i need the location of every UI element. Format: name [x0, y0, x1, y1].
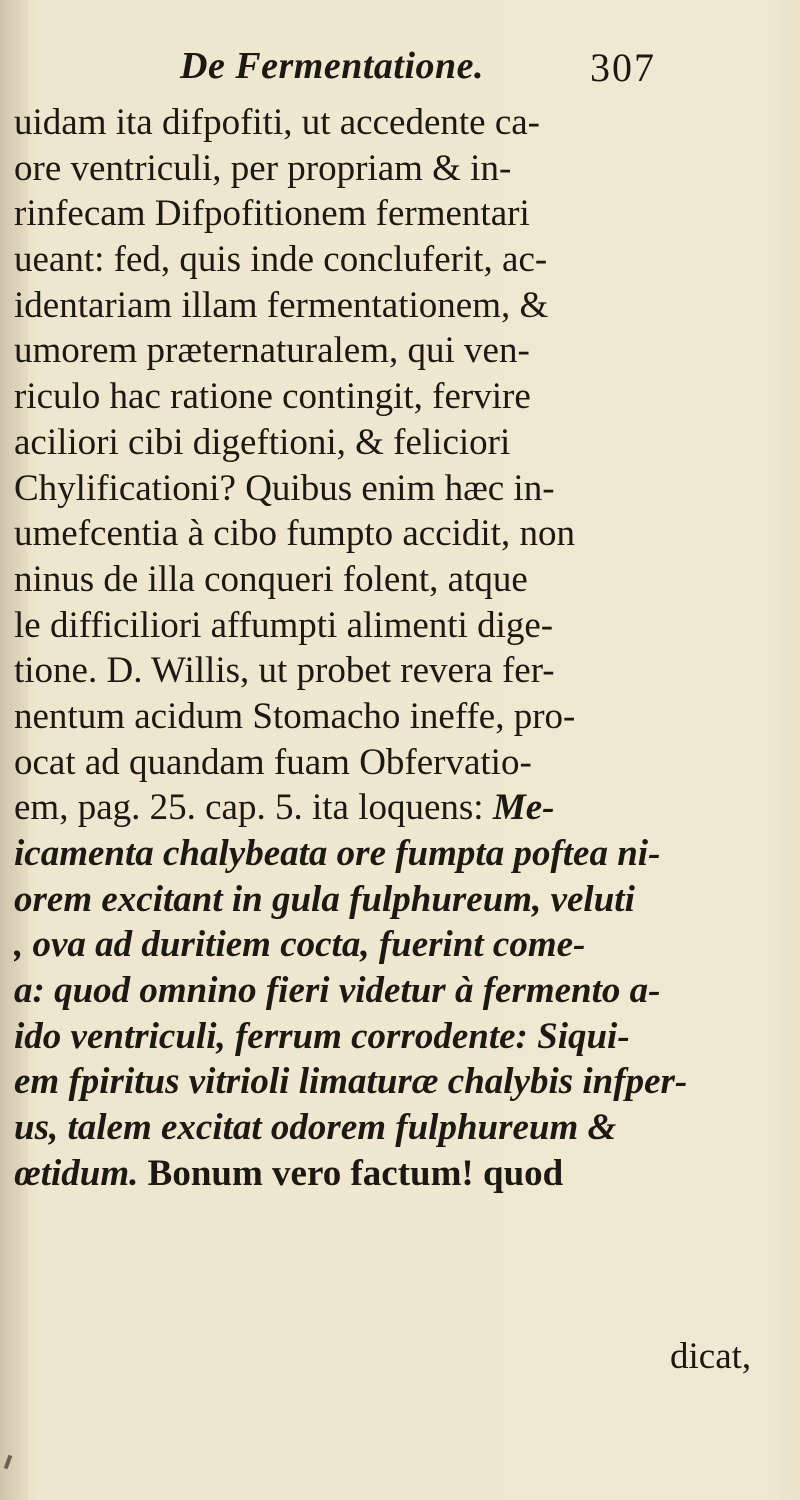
text-segment: uidam ita difpofiti, ut accedente ca- [14, 102, 540, 143]
text-line [14, 877, 774, 923]
text-line [14, 1059, 774, 1105]
text-segment: Bonum vero factum! quod [147, 1152, 564, 1194]
text-line [14, 603, 774, 649]
page-header [180, 44, 740, 100]
text-line [14, 694, 774, 740]
text-line [14, 146, 774, 192]
text-line [14, 511, 774, 557]
text-line [14, 831, 774, 877]
text-segment: ore ventriculi, per propriam & in- [14, 147, 512, 189]
text-line [14, 557, 774, 603]
text-segment: em fpiritus vitrioli limaturæ chalybis infper- [14, 1061, 688, 1103]
text-segment: ocat ad quandam fuam Obfervatio- [14, 741, 532, 783]
page-number: 307 [590, 45, 656, 90]
text-segment: Me- [492, 787, 555, 829]
text-segment: tione. D. Willis, ut probet revera fer- [14, 650, 555, 692]
text-line [14, 191, 774, 237]
text-line [14, 1014, 774, 1060]
text-segment: ueant: fed, quis inde concluferit, ac- [14, 239, 548, 281]
body-text [14, 100, 774, 1197]
text-line [14, 968, 774, 1014]
text-line [14, 466, 774, 512]
text-line [14, 420, 774, 466]
text-line [14, 283, 774, 329]
text-segment: em, pag. 25. cap. 5. ita loquens: [14, 787, 493, 829]
text-segment: œtidum. [14, 1152, 148, 1194]
text-segment: nentum acidum Stomacho ineffe, pro- [14, 695, 576, 737]
text-line [14, 785, 774, 831]
running-title: De Fermentatione. [180, 45, 485, 87]
text-segment: orem excitant in gula fulphureum, veluti [14, 878, 635, 920]
text-segment: riculo hac ratione contingit, fervire [14, 376, 531, 418]
text-segment: Chylificationi? Quibus enim hæc in- [14, 467, 555, 509]
text-line [14, 328, 774, 374]
text-segment: us, talem excitat odorem fulphureum & [14, 1107, 617, 1149]
text-segment: umefcentia à cibo fumpto accidit, non [14, 513, 575, 555]
text-segment: ido ventriculi, ferrum corrodente: Siqui- [14, 1015, 630, 1057]
text-line [14, 374, 774, 420]
text-line [14, 100, 774, 146]
text-line [14, 1151, 774, 1197]
text-line [14, 740, 774, 786]
text-segment: le difficiliori affumpti alimenti dige- [14, 604, 554, 646]
text-segment: icamenta chalybeata ore fumpta poftea ni- [14, 833, 661, 874]
text-segment: aciliori cibi digeftioni, & feliciori [14, 421, 511, 463]
text-line [14, 648, 774, 694]
text-segment: rinfecam Difpofitionem fermentari [14, 193, 530, 235]
text-segment: a: quod omnino fieri videtur à fermento a- [14, 970, 661, 1012]
text-line [14, 922, 774, 968]
text-line [14, 237, 774, 283]
text-segment: , ova ad duritiem cocta, fuerint come- [14, 924, 586, 966]
text-line [14, 1105, 774, 1151]
text-segment: umorem præternaturalem, qui ven- [14, 330, 530, 372]
catchword: dicat, [670, 1336, 752, 1377]
text-segment: ninus de illa conqueri folent, atque [14, 558, 528, 600]
text-segment: identariam illam fermentationem, & [14, 284, 549, 326]
